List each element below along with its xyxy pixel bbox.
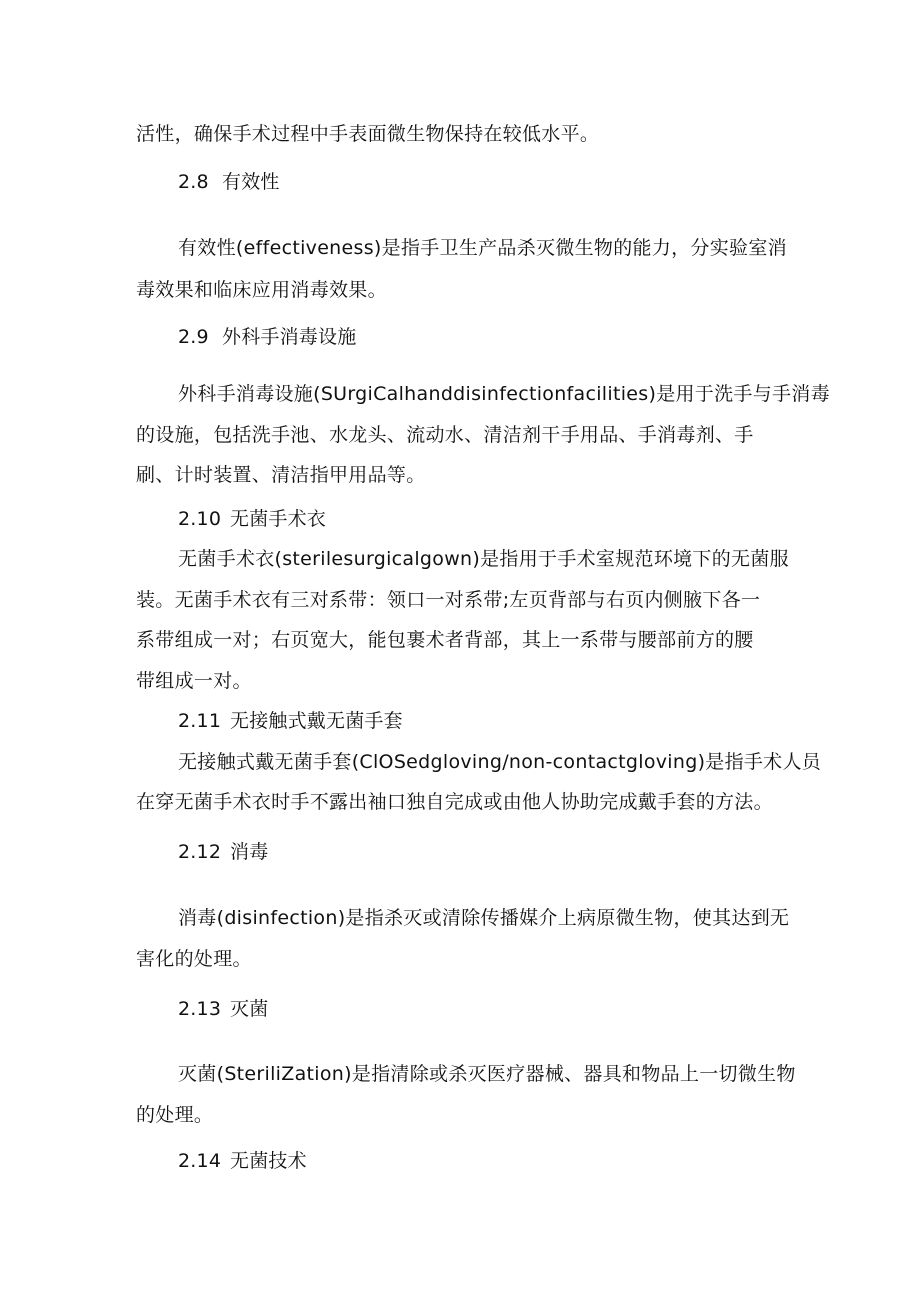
section-number: 2.9 <box>178 326 209 348</box>
paragraph-line: 的处理。 <box>136 1104 214 1126</box>
section-number: 2.13 <box>178 998 222 1020</box>
section-title: 无接触式戴无菌手套 <box>230 710 403 732</box>
section-title: 消毒 <box>230 841 269 863</box>
section-title: 无菌技术 <box>230 1150 307 1172</box>
section-heading <box>178 1149 307 1173</box>
paragraph-line: 无接触式戴无菌手套(ClOSedgloving/non-contactgloving)是指手术人员 <box>178 751 822 773</box>
section-heading <box>178 709 403 733</box>
paragraph-line: 无菌手术衣(sterilesurgicalgown)是指用于手术室规范环境下的无菌服 <box>178 548 789 570</box>
section-heading <box>178 840 268 864</box>
section-heading <box>178 507 326 531</box>
paragraph-line: 消毒(disinfection)是指杀灭或清除传播媒介上病原微生物，使其达到无 <box>178 907 790 929</box>
paragraph-line: 外科手消毒设施(SUrgiCalhanddisinfectionfacilities)是用于洗手与手消毒 <box>178 383 830 405</box>
paragraph-line: 害化的处理。 <box>136 948 252 970</box>
section-title: 外科手消毒设施 <box>222 326 357 348</box>
section-title: 无菌手术衣 <box>230 508 327 530</box>
section-heading <box>178 997 268 1021</box>
section-number: 2.12 <box>178 841 222 863</box>
section-title: 有效性 <box>222 171 280 193</box>
section-heading <box>178 170 280 194</box>
paragraph-line: 的设施，包括洗手池、水龙头、流动水、清洁剂干手用品、手消毒剂、手 <box>136 424 754 446</box>
paragraph-line: 灭菌(SteriliZation)是指清除或杀灭医疗器械、器具和物品上一切微生物 <box>178 1063 796 1085</box>
section-number: 2.14 <box>178 1150 222 1172</box>
paragraph-line: 毒效果和临床应用消毒效果。 <box>136 279 387 301</box>
paragraph-line: 在穿无菌手术衣时手不露出袖口独自完成或由他人协助完成戴手套的方法。 <box>136 791 773 813</box>
section-number: 2.10 <box>178 508 222 530</box>
section-number: 2.8 <box>178 171 209 193</box>
section-number: 2.11 <box>178 710 222 732</box>
paragraph-line: 带组成一对。 <box>136 670 252 692</box>
paragraph-line: 系带组成一对；右页宽大，能包裹术者背部，其上一系带与腰部前方的腰 <box>136 629 754 651</box>
paragraph-line: 刷、计时装置、清洁指甲用品等。 <box>136 464 426 486</box>
paragraph-line: 有效性(effectiveness)是指手卫生产品杀灭微生物的能力，分实验室消 <box>178 237 787 259</box>
section-heading <box>178 325 356 349</box>
paragraph-line: 装。无菌手术衣有三对系带：领口一对系带;左页背部与右页内侧腋下各一 <box>136 589 761 611</box>
paragraph-line: 活性，确保手术过程中手表面微生物保持在较低水平。 <box>136 123 600 145</box>
section-title: 灭菌 <box>230 998 269 1020</box>
